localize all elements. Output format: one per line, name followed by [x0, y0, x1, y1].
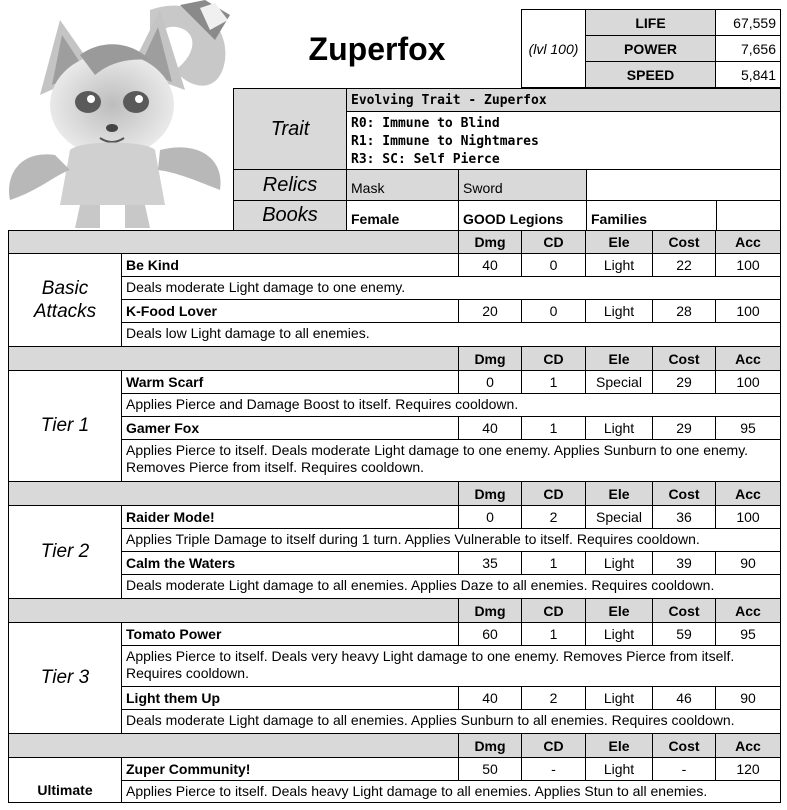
- move-dmg: 35: [458, 551, 522, 575]
- relic-item: [586, 169, 781, 201]
- stat-value-power: 7,656: [715, 35, 781, 62]
- move-ele: Light: [585, 757, 653, 781]
- column-header-acc: Acc: [715, 230, 781, 254]
- move-acc: 95: [715, 416, 781, 440]
- move-acc: 100: [715, 253, 781, 277]
- move-name: K-Food Lover: [121, 299, 459, 323]
- move-dmg: 40: [458, 253, 522, 277]
- trait-line: R1: Immune to Nightmares: [351, 134, 539, 149]
- move-description: Applies Pierce to itself. Deals heavy Light damage to all enemies. Applies Stun to all enemies.: [121, 780, 781, 803]
- section-label: Tier 1: [8, 370, 122, 482]
- character-level: (lvl 100): [521, 9, 586, 88]
- move-cd: 0: [521, 299, 586, 323]
- move-ele: Special: [585, 505, 653, 529]
- move-cost: 28: [652, 299, 716, 323]
- move-acc: 90: [715, 686, 781, 710]
- move-acc: 100: [715, 299, 781, 323]
- move-description: Applies Pierce and Damage Boost to itself. Requires cooldown.: [121, 393, 781, 417]
- column-header-ele: Ele: [585, 733, 653, 758]
- stat-label-speed: SPEED: [585, 61, 716, 88]
- move-cd: 1: [521, 416, 586, 440]
- trait-line: R3: SC: Self Pierce: [351, 152, 500, 167]
- column-header-cd: CD: [521, 346, 586, 371]
- column-header-spacer: [8, 733, 459, 758]
- book-item: Female: [346, 200, 459, 231]
- move-dmg: 40: [458, 416, 522, 440]
- trait-line: R0: Immune to Blind: [351, 116, 500, 131]
- stat-label-life: LIFE: [585, 9, 716, 36]
- move-ele: Light: [585, 299, 653, 323]
- column-header-acc: Acc: [715, 598, 781, 623]
- move-ele: Light: [585, 551, 653, 575]
- move-dmg: 0: [458, 370, 522, 394]
- book-item: GOOD Legions: [458, 200, 587, 231]
- move-description: Applies Pierce to itself. Deals very heavy Light damage to one enemy. Removes Pierce from itself. Requires cooldown.: [121, 645, 781, 687]
- column-header-cd: CD: [521, 481, 586, 506]
- column-header-cd: CD: [521, 733, 586, 758]
- column-header-spacer: [8, 346, 459, 371]
- relic-item: Sword: [458, 169, 587, 201]
- move-cd: 1: [521, 551, 586, 575]
- move-name: Tomato Power: [121, 622, 459, 646]
- move-acc: 95: [715, 622, 781, 646]
- move-description: Deals moderate Light damage to all enemies. Applies Daze to all enemies. Requires cooldown.: [121, 574, 781, 599]
- column-header-ele: Ele: [585, 346, 653, 371]
- section-label: Ultimate: [8, 757, 122, 803]
- book-item: [716, 200, 781, 231]
- column-header-dmg: Dmg: [458, 481, 522, 506]
- column-header-ele: Ele: [585, 481, 653, 506]
- move-acc: 120: [715, 757, 781, 781]
- move-ele: Special: [585, 370, 653, 394]
- move-ele: Light: [585, 686, 653, 710]
- column-header-spacer: [8, 230, 459, 254]
- column-header-ele: Ele: [585, 598, 653, 623]
- trait-title: Evolving Trait - Zuperfox: [346, 88, 781, 112]
- move-dmg: 0: [458, 505, 522, 529]
- column-header-cost: Cost: [652, 346, 716, 371]
- move-description: Deals low Light damage to all enemies.: [121, 322, 781, 347]
- move-acc: 100: [715, 505, 781, 529]
- move-cost: 36: [652, 505, 716, 529]
- move-name: Raider Mode!: [121, 505, 459, 529]
- column-header-acc: Acc: [715, 346, 781, 371]
- move-name: Calm the Waters: [121, 551, 459, 575]
- move-cost: 29: [652, 416, 716, 440]
- column-header-spacer: [8, 481, 459, 506]
- move-ele: Light: [585, 253, 653, 277]
- move-name: Zuper Community!: [121, 757, 459, 781]
- stat-value-speed: 5,841: [715, 61, 781, 88]
- move-description: Applies Triple Damage to itself during 1 turn. Applies Vulnerable to itself. Requires cooldown.: [121, 528, 781, 552]
- move-cost: 22: [652, 253, 716, 277]
- column-header-cost: Cost: [652, 481, 716, 506]
- move-cost: 39: [652, 551, 716, 575]
- book-item: Families: [586, 200, 717, 231]
- column-header-dmg: Dmg: [458, 598, 522, 623]
- character-portrait: [0, 0, 233, 230]
- books-label: Books: [233, 200, 347, 231]
- column-header-ele: Ele: [585, 230, 653, 254]
- column-header-cost: Cost: [652, 733, 716, 758]
- move-cost: 46: [652, 686, 716, 710]
- move-cd: 0: [521, 253, 586, 277]
- move-ele: Light: [585, 622, 653, 646]
- column-header-dmg: Dmg: [458, 346, 522, 371]
- column-header-dmg: Dmg: [458, 733, 522, 758]
- move-acc: 90: [715, 551, 781, 575]
- section-label: Tier 2: [8, 505, 122, 599]
- move-ele: Light: [585, 416, 653, 440]
- column-header-cost: Cost: [652, 230, 716, 254]
- trait-label: Trait: [233, 88, 347, 170]
- move-cd: 2: [521, 505, 586, 529]
- move-dmg: 20: [458, 299, 522, 323]
- move-name: Be Kind: [121, 253, 459, 277]
- column-header-acc: Acc: [715, 733, 781, 758]
- move-description: Deals moderate Light damage to all enemies. Applies Sunburn to all enemies. Requires cooldown.: [121, 709, 781, 734]
- column-header-dmg: Dmg: [458, 230, 522, 254]
- move-name: Light them Up: [121, 686, 459, 710]
- move-name: Warm Scarf: [121, 370, 459, 394]
- column-header-cd: CD: [521, 598, 586, 623]
- section-label: Tier 3: [8, 622, 122, 734]
- move-dmg: 50: [458, 757, 522, 781]
- move-cd: -: [521, 757, 586, 781]
- stat-label-power: POWER: [585, 35, 716, 62]
- move-cost: 29: [652, 370, 716, 394]
- stat-value-life: 67,559: [715, 9, 781, 36]
- column-header-cost: Cost: [652, 598, 716, 623]
- move-cd: 1: [521, 622, 586, 646]
- move-cost: -: [652, 757, 716, 781]
- section-label: Basic Attacks: [8, 253, 122, 347]
- relic-item: Mask: [346, 169, 459, 201]
- column-header-spacer: [8, 598, 459, 623]
- move-acc: 100: [715, 370, 781, 394]
- column-header-cd: CD: [521, 230, 586, 254]
- character-name: Zuperfox: [308, 30, 446, 67]
- move-cost: 59: [652, 622, 716, 646]
- move-description: Applies Pierce to itself. Deals moderate Light damage to one enemy. Applies Sunburn to one enemy. Removes Pierce from itself. Requires cooldown.: [121, 439, 781, 482]
- move-cd: 1: [521, 370, 586, 394]
- trait-details: [346, 111, 781, 170]
- move-cd: 2: [521, 686, 586, 710]
- move-name: Gamer Fox: [121, 416, 459, 440]
- move-description: Deals moderate Light damage to one enemy.: [121, 276, 781, 300]
- column-header-acc: Acc: [715, 481, 781, 506]
- relics-label: Relics: [233, 169, 347, 201]
- move-dmg: 40: [458, 686, 522, 710]
- move-dmg: 60: [458, 622, 522, 646]
